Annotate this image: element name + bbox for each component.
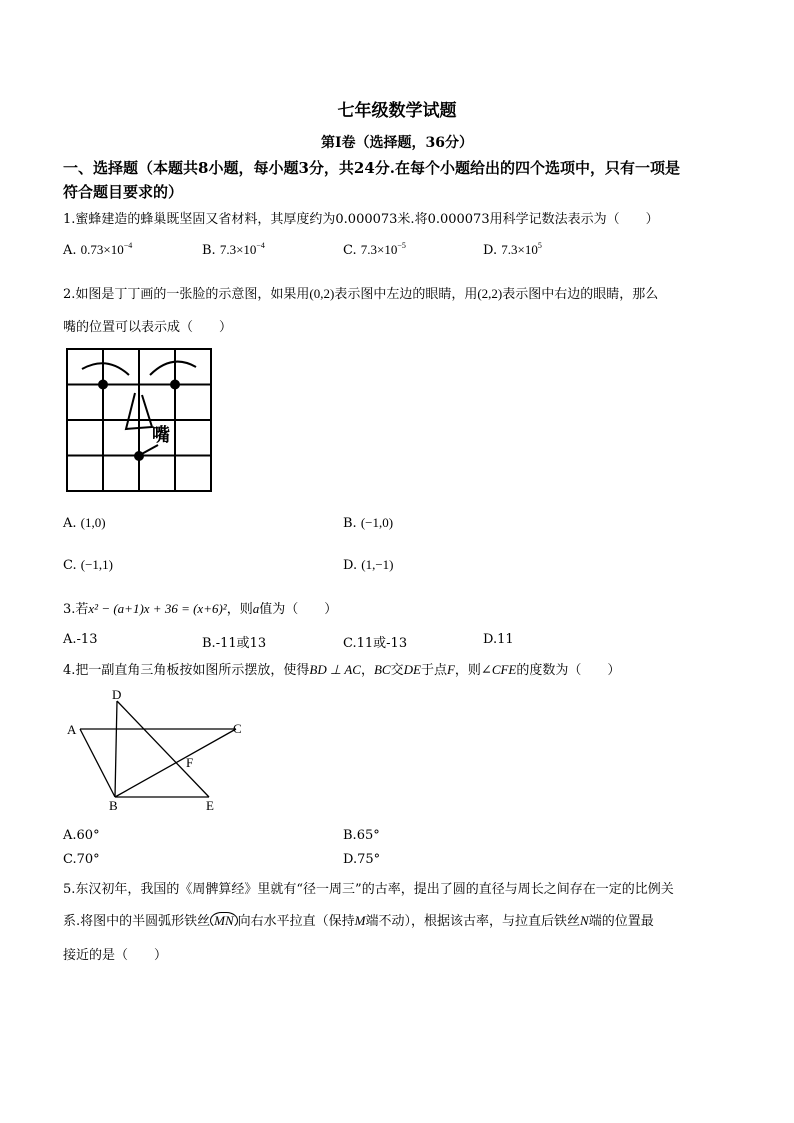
question-5-line1: 5.东汉初年，我国的《周髀算经》里就有“径一周三”的古率，提出了圆的直径与周长之间存在一定的比例关 <box>63 882 674 897</box>
mouth-dot <box>134 451 144 461</box>
section-heading-line2: 符合题目要求的） <box>63 183 184 201</box>
section-heading-line1: 一、选择题（本题共8小题，每小题3分，共24分.在每个小题给出的四个选项中，只有一项是 <box>63 159 680 177</box>
point-label-b: B <box>109 798 118 813</box>
arc-mn: MN <box>210 912 238 929</box>
q3-option-d: D.11 <box>483 632 514 647</box>
q2-option-d: D. (1,−1) <box>343 557 394 573</box>
question-4-text: 4.把一副直角三角板按如图所示摆放，使得BD ⊥ AC，BC交DE于点F，则∠CFE的度数为（ ） <box>63 662 621 678</box>
q4-option-a: A.60° <box>63 828 100 843</box>
right-eye-dot <box>170 380 180 390</box>
q4-option-c: C.70° <box>63 852 100 867</box>
question-5-line3: 接近的是（ ） <box>63 948 168 963</box>
q1-option-d: D. $7.3\times 10^5$ <box>483 241 542 258</box>
q3-option-a: A.-13 <box>63 632 98 647</box>
q2-option-c: C. (−1,1) <box>63 557 114 573</box>
question-2-line1: 2.如图是丁丁画的一张脸的示意图，如果用(0,2)表示图中左边的眼睛，用(2,2)表示图中右边的眼睛，那么 <box>63 286 659 302</box>
question-2-line2: 嘴的位置可以表示成（ ） <box>63 320 233 335</box>
mouth-label: 嘴 <box>152 425 170 445</box>
point-label-d: D <box>112 687 122 702</box>
q3-option-b: B.-11或13 <box>202 636 267 651</box>
question-1-text: 1.蜜蜂建造的蜂巢既坚固又省材料，其厚度约为0.000073米.将0.000073用科学记数法表示为（ ） <box>63 212 659 227</box>
q4-option-d: D.75° <box>343 852 381 867</box>
point-label-c: C <box>233 721 242 736</box>
question-5-line2: 系.将图中的半圆弧形铁丝 MN 向右水平拉直（保持M端不动），根据该古率，与拉直后铁丝N端的位置最 <box>63 913 654 929</box>
left-eye-dot <box>98 380 108 390</box>
q2-option-b: B. (−1,0) <box>343 515 394 531</box>
q4-option-b: B.65° <box>343 828 380 843</box>
q2-option-a: A. (1,0) <box>63 515 106 531</box>
question-3-text: 3.若x² − (a+1)x + 36 = (x+6)²，则a值为（ ） <box>63 601 338 617</box>
q3-option-c: C.11或-13 <box>343 636 408 651</box>
face-grid-figure <box>62 345 214 495</box>
q1-option-c: C. $7.3\times 10^{-5}$ <box>343 241 406 258</box>
point-label-a: A <box>67 722 77 737</box>
page-subtitle: 第Ⅰ卷（选择题，36分） <box>320 135 474 151</box>
point-label-e: E <box>206 798 214 813</box>
q1-option-b: B. $7.3\times 10^{-4}$ <box>202 241 265 258</box>
point-label-f: F <box>186 755 194 770</box>
triangle-figure <box>60 684 250 814</box>
q1-option-a: A. $0.73\times 10^{-4}$ <box>63 241 133 258</box>
page-title: 七年级数学试题 <box>337 101 457 121</box>
